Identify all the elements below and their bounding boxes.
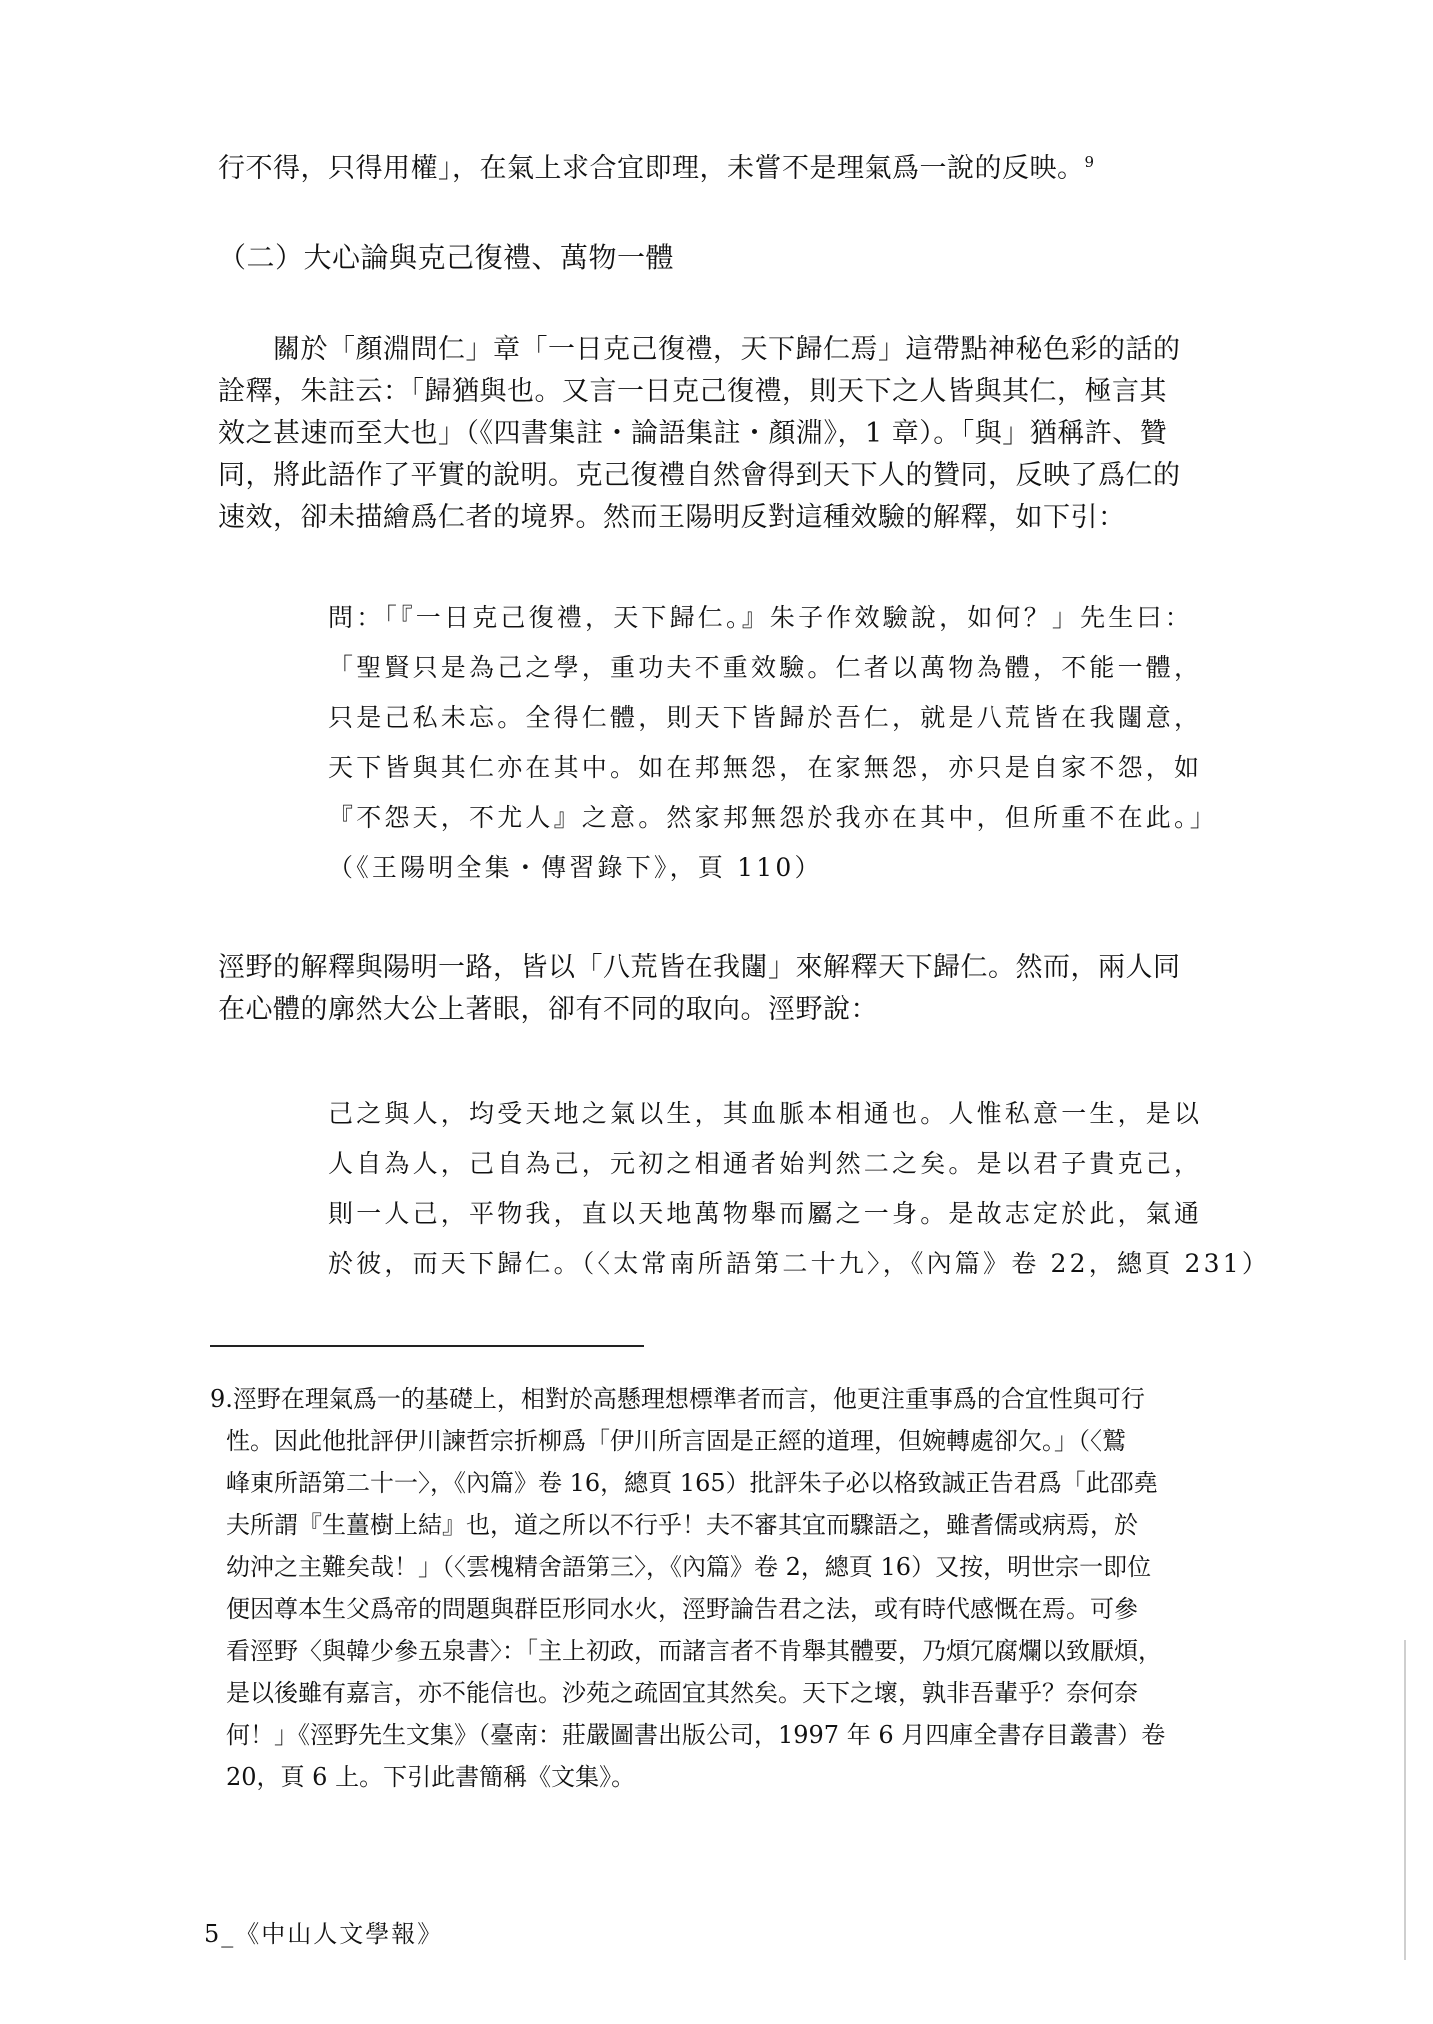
footnote-ref-9[interactable]: 9 xyxy=(1084,153,1095,171)
paragraph-line: 關於「顏淵問仁」章「一日克己復禮，天下歸仁焉」這帶點神秘色彩的話的 xyxy=(218,334,1181,365)
section-heading: （二）大心論與克己復禮、萬物一體 xyxy=(218,241,675,274)
footnote-line: 何！」《涇野先生文集》（臺南：莊嚴圖書出版公司，1997 年 6 月四庫全書存目叢書）卷 xyxy=(226,1721,1166,1749)
quote-line: 人自為人，己自為己，元初之相通者始判然二之矣。是以君子貴克己， xyxy=(328,1149,1203,1178)
quote-line: 則一人己，平物我，直以天地萬物舉而屬之一身。是故志定於此，氣通 xyxy=(328,1199,1203,1228)
text-line xyxy=(218,142,1095,189)
scan-edge-mark xyxy=(1404,1640,1406,1960)
paragraph-line: 效之甚速而至大也」（《四書集註・論語集註・顏淵》，1 章）。「與」猶稱許、贊 xyxy=(218,418,1168,449)
quote-line: 己之與人，均受天地之氣以生，其血脈本相通也。人惟私意一生，是以 xyxy=(328,1099,1203,1128)
footnote-line: 是以後雖有嘉言，亦不能信也。沙苑之疏固宜其然矣。天下之壞，孰非吾輩乎？奈何奈 xyxy=(226,1679,1138,1707)
footnote-line: 峰東所語第二十一〉，《內篇》卷 16，總頁 165）批評朱子必以格致誠正告君爲「此邵堯 xyxy=(226,1469,1158,1497)
footnote-line: 20，頁 6 上。下引此書簡稱《文集》。 xyxy=(226,1763,636,1791)
footnote-line: 夫所謂『生薑樹上結』也，道之所以不行乎！夫不審其宜而驟語之，雖耆儒或病焉，於 xyxy=(226,1511,1138,1539)
paragraph-line: 速效，卻未描繪爲仁者的境界。然而王陽明反對這種效驗的解釋，如下引： xyxy=(218,502,1126,533)
quote-line: 『不怨天，不尤人』之意。然家邦無怨於我亦在其中，但所重不在此。」 xyxy=(328,803,1218,832)
footnote-line: 性。因此他批評伊川諫哲宗折柳爲「伊川所言固是正經的道理，但婉轉處卻欠。」（〈鷲 xyxy=(226,1427,1126,1455)
page-footer: 5_《中山人文學報》 xyxy=(204,1920,444,1948)
quote-citation: （《王陽明全集・傳習錄下》，頁 110） xyxy=(328,853,823,882)
quote-line: 於彼，而天下歸仁。（〈太常南所語第二十九〉，《內篇》卷 22，總頁 231） xyxy=(328,1249,1271,1278)
footnote-line: 9.涇野在理氣爲一的基礎上，相對於高懸理想標準者而言，他更注重事爲的合宜性與可行 xyxy=(210,1385,1145,1413)
paragraph-line: 在心體的廓然大公上著眼，卻有不同的取向。涇野說： xyxy=(218,994,878,1025)
quote-line: 「聖賢只是為己之學，重功夫不重效驗。仁者以萬物為體，不能一體， xyxy=(328,653,1203,682)
paragraph-line: 詮釋，朱註云：「歸猶與也。又言一日克己復禮，則天下之人皆與其仁，極言其 xyxy=(218,376,1167,407)
paragraph-line: 涇野的解釋與陽明一路，皆以「八荒皆在我闥」來解釋天下歸仁。然而，兩人同 xyxy=(218,952,1181,983)
quote-line: 天下皆與其仁亦在其中。如在邦無怨，在家無怨，亦只是自家不怨，如 xyxy=(328,753,1203,782)
top-line-text: 行不得，只得用權」，在氣上求合宜即理，未嘗不是理氣爲一說的反映。 xyxy=(218,153,1085,184)
footnote-line: 幼沖之主難矣哉！」（〈雲槐精舍語第三〉，《內篇》卷 2，總頁 16）又按，明世宗一即位 xyxy=(226,1553,1152,1581)
footnote-line: 便因尊本生父爲帝的問題與群臣形同水火，涇野論告君之法，或有時代感慨在焉。可參 xyxy=(226,1595,1138,1623)
footnote-line: 看涇野〈與韓少參五泉書〉：「主上初政，而諸言者不肯舉其體要，乃煩冗腐爛以致厭煩， xyxy=(226,1637,1162,1665)
paragraph-line: 同，將此語作了平實的說明。克己復禮自然會得到天下人的贊同，反映了爲仁的 xyxy=(218,460,1181,491)
quote-line: 問：「『一日克己復禮，天下歸仁。』朱子作效驗說，如何？」先生曰： xyxy=(328,603,1193,632)
quote-line: 只是己私未忘。全得仁體，則天下皆歸於吾仁，就是八荒皆在我闥意， xyxy=(328,703,1203,732)
footnote-separator xyxy=(210,1345,644,1347)
